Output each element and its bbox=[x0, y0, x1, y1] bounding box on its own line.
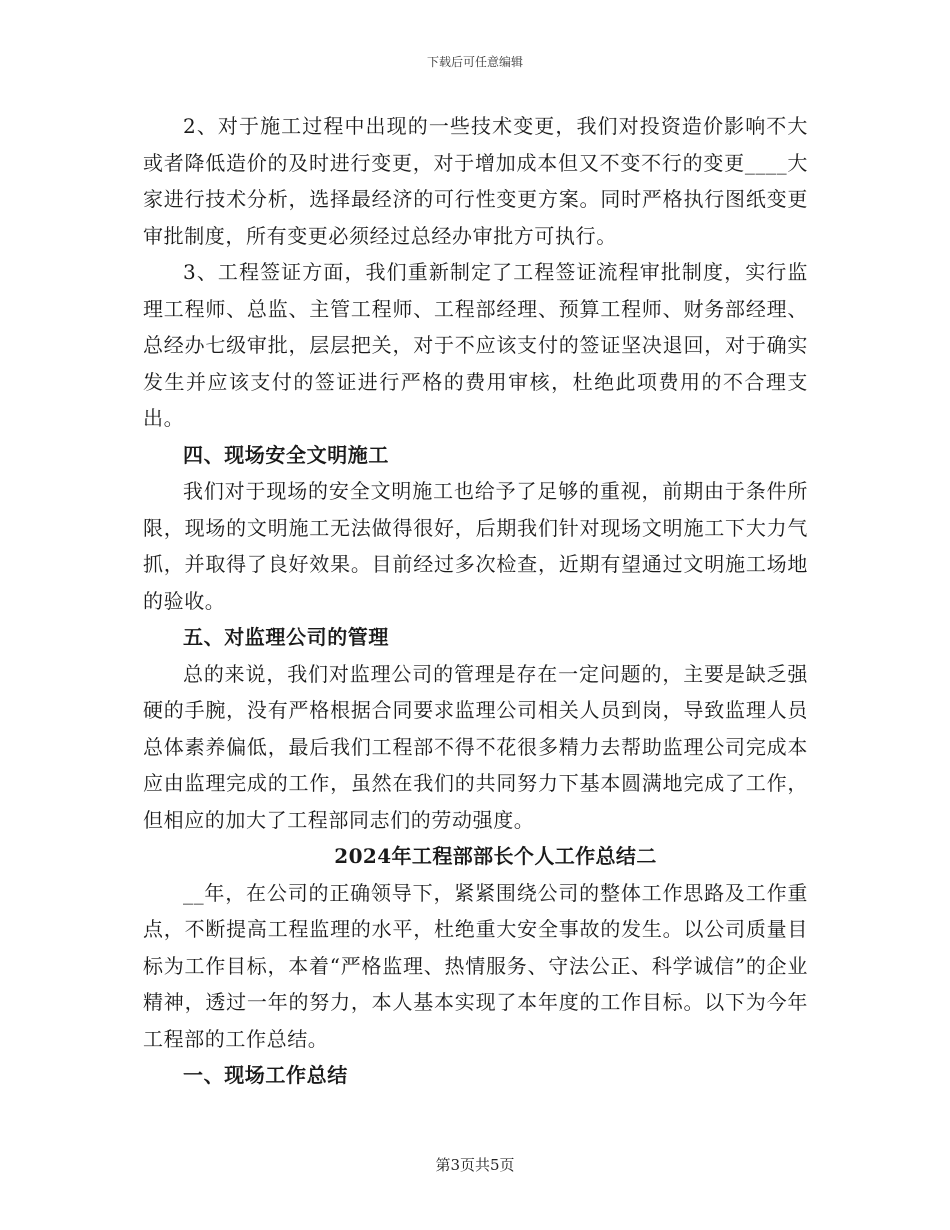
heading-site-work: 一、现场工作总结 bbox=[183, 1063, 348, 1087]
paragraph-visa-approval: 3、工程签证方面，我们重新制定了工程签证流程审批制度，实行监理工程师、总监、主管工程师、工程部经理、预算工程师、财务部经理、总经办七级审批，层层把关，对于不应该支付的签证坚决退回，对于确实发生并应该支付的签证进行严格的费用审核，杜绝此项费用的不合理支出。 bbox=[143, 260, 808, 430]
section-title: 2024年工程部部长个人工作总结二 bbox=[334, 844, 657, 868]
heading-supervision-management: 五、对监理公司的管理 bbox=[183, 625, 389, 649]
heading-site-safety: 四、现场安全文明施工 bbox=[183, 442, 389, 467]
page-header: 下载后可任意编辑 bbox=[426, 55, 523, 69]
document-body bbox=[143, 108, 808, 1094]
paragraph-tech-change: 2、对于施工过程中出现的一些技术变更，我们对投资造价影响不大或者降低造价的及时进行变更，对于增加成本但又不变不行的变更____大家进行技术分析，选择最经济的可行性变更方案。同时严格执行图纸变更审批制度，所有变更必须经过总经办审批方可执行。 bbox=[143, 114, 808, 248]
paragraph-site-safety: 我们对于现场的安全文明施工也给予了足够的重视，前期由于条件所限，现场的文明施工无法做得很好，后期我们针对现场文明施工下大力气抓，并取得了良好效果。目前经过多次检查，近期有望通过文明施工场地的验收。 bbox=[143, 479, 808, 613]
paragraph-annual-summary: __年，在公司的正确领导下，紧紧围绕公司的整体工作思路及工作重点，不断提高工程监理的水平，杜绝重大安全事故的发生。以公司质量目标为工作目标，本着“严格监理、热情服务、守法公正、科学诚信”的企业精神，透过一年的努力，本人基本实现了本年度的工作目标。以下为今年工程部的工作总结。 bbox=[143, 880, 808, 1051]
paragraph-supervision-management: 总的来说，我们对监理公司的管理是存在一定问题的，主要是缺乏强硬的手腕，没有严格根据合同要求监理公司相关人员到岗，导致监理人员总体素养偏低，最后我们工程部不得不花很多精力去帮助监理公司完成本应由监理完成的工作，虽然在我们的共同努力下基本圆满地完成了工作，但相应的加大了工程部同志们的劳动强度。 bbox=[143, 661, 808, 832]
page-footer: 第3页共5页 bbox=[435, 1156, 515, 1174]
